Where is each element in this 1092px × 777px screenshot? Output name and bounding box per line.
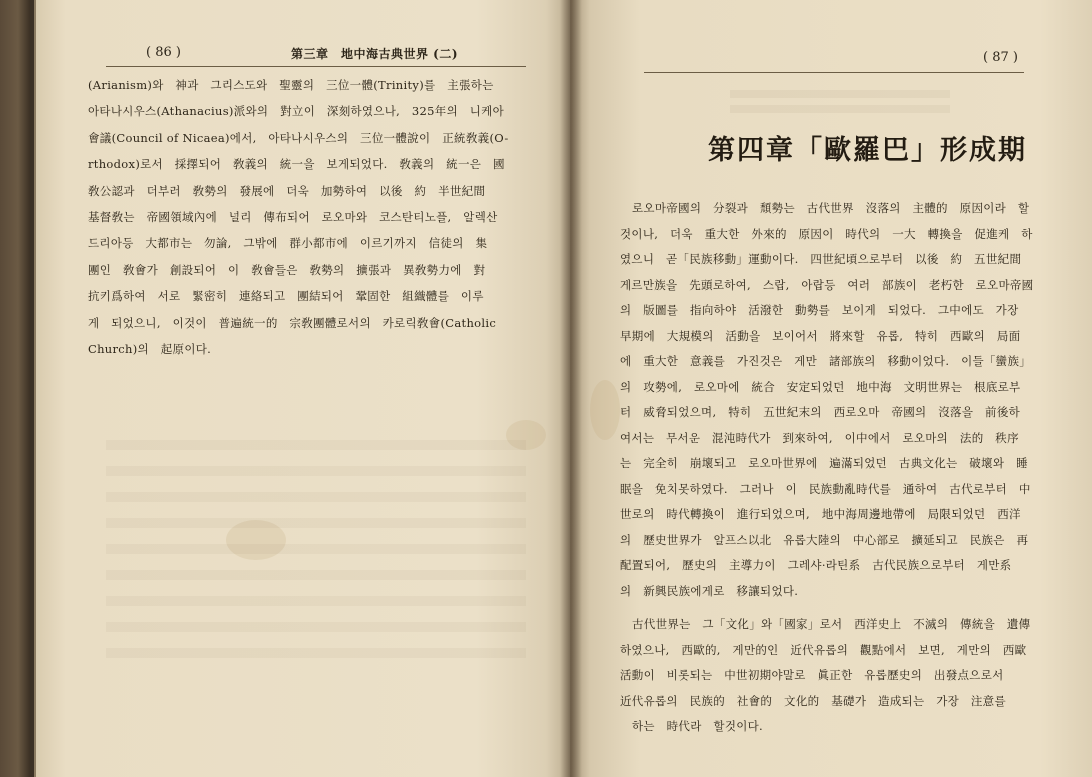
bleed-through-text — [106, 440, 526, 660]
body-text — [88, 72, 528, 362]
text-line: 것이나, 더욱 重大한 外來的 原因이 時代의 一大 轉換을 促進케 하 — [620, 226, 1033, 241]
text-line: 基督敎는 帝國領域內에 널리 傳布되어 로오마와 코스탄티노플, 알렉산 — [88, 209, 498, 224]
text-line: 였으니 곧「民族移動」運動이다. 四世紀頃으로부터 以後 約 五世紀間 — [620, 252, 1022, 266]
body-text — [620, 196, 1050, 740]
text-line: 會議(Council of Nicaea)에서, 아타나시우스의 三位一體說이 正統敎義(O- — [88, 130, 509, 145]
text-line: 하는 時代라 할것이다. — [632, 719, 764, 733]
text-line: 早期에 大規模의 活動을 보이어서 將來할 유롭, 特히 西歐의 局面 — [620, 328, 1021, 343]
text-line: (Arianism)와 神과 그리스도와 聖靈의 三位一體(Trinity)를 主張하는 — [88, 78, 494, 92]
page-header — [644, 46, 1024, 73]
text-line: 抗키爲하여 서로 緊密히 連絡되고 團結되어 鞏固한 組織體를 이루 — [88, 289, 484, 304]
page-number: ( 87 ) — [983, 50, 1018, 65]
running-head: 第三章 地中海古典世界 (二) — [291, 47, 459, 61]
text-line: 게르만族을 先頭로하여, 스랍, 아랍등 여러 部族이 老朽한 로오마帝國 — [620, 277, 1034, 292]
left-page — [34, 0, 570, 777]
text-line: 活動이 비롯되는 中世初期야말로 眞正한 유롭歷史의 出發点으로서 — [620, 668, 1004, 682]
text-line: 古代世界는 그「文化」와「國家」로서 西洋史上 不滅의 傳統을 遺傳 — [632, 617, 1031, 631]
bleed-through-text — [730, 90, 950, 120]
text-line: 配置되어, 歷史의 主導力이 그레샤·라틴系 古代民族으로부터 게만系 — [620, 558, 1012, 572]
book-spine — [560, 0, 582, 777]
paragraph-gap — [620, 604, 1050, 612]
text-line: 의 新興民族에게로 移讓되었다. — [620, 583, 799, 598]
chapter-title: 第四章「歐羅巴」形成期 — [708, 135, 1027, 166]
text-line: 하였으나, 西歐的, 게만的인 近代유롭의 觀點에서 보면, 게만의 西歐 — [620, 642, 1027, 657]
text-line: Church)의 起原이다. — [88, 341, 212, 356]
paper-stain — [590, 380, 620, 440]
text-line: rthodox)로서 採擇되어 敎義의 統一을 보게되었다. 敎義의 統一은 國 — [88, 157, 505, 172]
text-line: 團인 敎會가 創設되어 이 敎會들은 敎勢의 擴張과 異敎勢力에 對 — [88, 262, 486, 277]
text-line: 게 되었으니, 이것이 普遍統一的 宗敎團體로서의 카로릭敎會(Catholic — [88, 315, 497, 330]
text-line: 의 歷史世界가 알프스以北 유롭大陸의 中心部로 擴延되고 民族은 再 — [620, 532, 1029, 547]
text-line: 世로의 時代轉換이 進行되었으며, 地中海周邊地帶에 局限되었던 西洋 — [620, 507, 1021, 521]
text-line: 近代유롭의 民族的 社會的 文化的 基礎가 造成되는 가장 注意를 — [620, 693, 1006, 708]
text-line: 眠을 免치못하였다. 그러나 이 民族動亂時代를 通하여 古代로부터 中 — [620, 481, 1031, 496]
right-page — [570, 0, 1092, 777]
text-line: 아타나시우스(Athanacius)派와의 對立이 深刻하였으나, 325年의 니케아 — [88, 104, 505, 119]
text-line: 에 重大한 意義를 가진것은 게만 諸部族의 移動이었다. 이들「蠻族」 — [620, 354, 1032, 368]
text-line: 는 完全히 崩壞되고 로오마世界에 遍滿되었던 古典文化는 破壞와 睡 — [620, 456, 1028, 470]
text-line: 드리아등 大都市는 勿論, 그밖에 群小都市에 이르기까지 信徒의 集 — [88, 236, 488, 251]
text-line: 로오마帝國의 分裂과 頹勢는 古代世界 沒落의 主體的 原因이라 할 — [632, 201, 1030, 215]
text-line: 敎公認과 더부러 敎勢의 發展에 더욱 加勢하여 以後 約 半世紀間 — [88, 183, 486, 198]
page-header — [106, 40, 526, 67]
text-line: 의 版圖를 指向하야 活潑한 動勢를 보이게 되었다. 그中에도 가장 — [620, 303, 1019, 317]
page-number: ( 86 ) — [146, 45, 181, 60]
text-line: 의 攻勢에, 로오마에 統合 安定되었던 地中海 文明世界는 根底로부 — [620, 379, 1021, 394]
text-line: 여서는 무서운 混沌時代가 到來하여, 이中에서 로오마의 法的 秩序 — [620, 430, 1019, 445]
text-line: 터 威脅되었으며, 特히 五世紀末의 西로오마 帝國의 沒落을 前後하 — [620, 405, 1021, 419]
